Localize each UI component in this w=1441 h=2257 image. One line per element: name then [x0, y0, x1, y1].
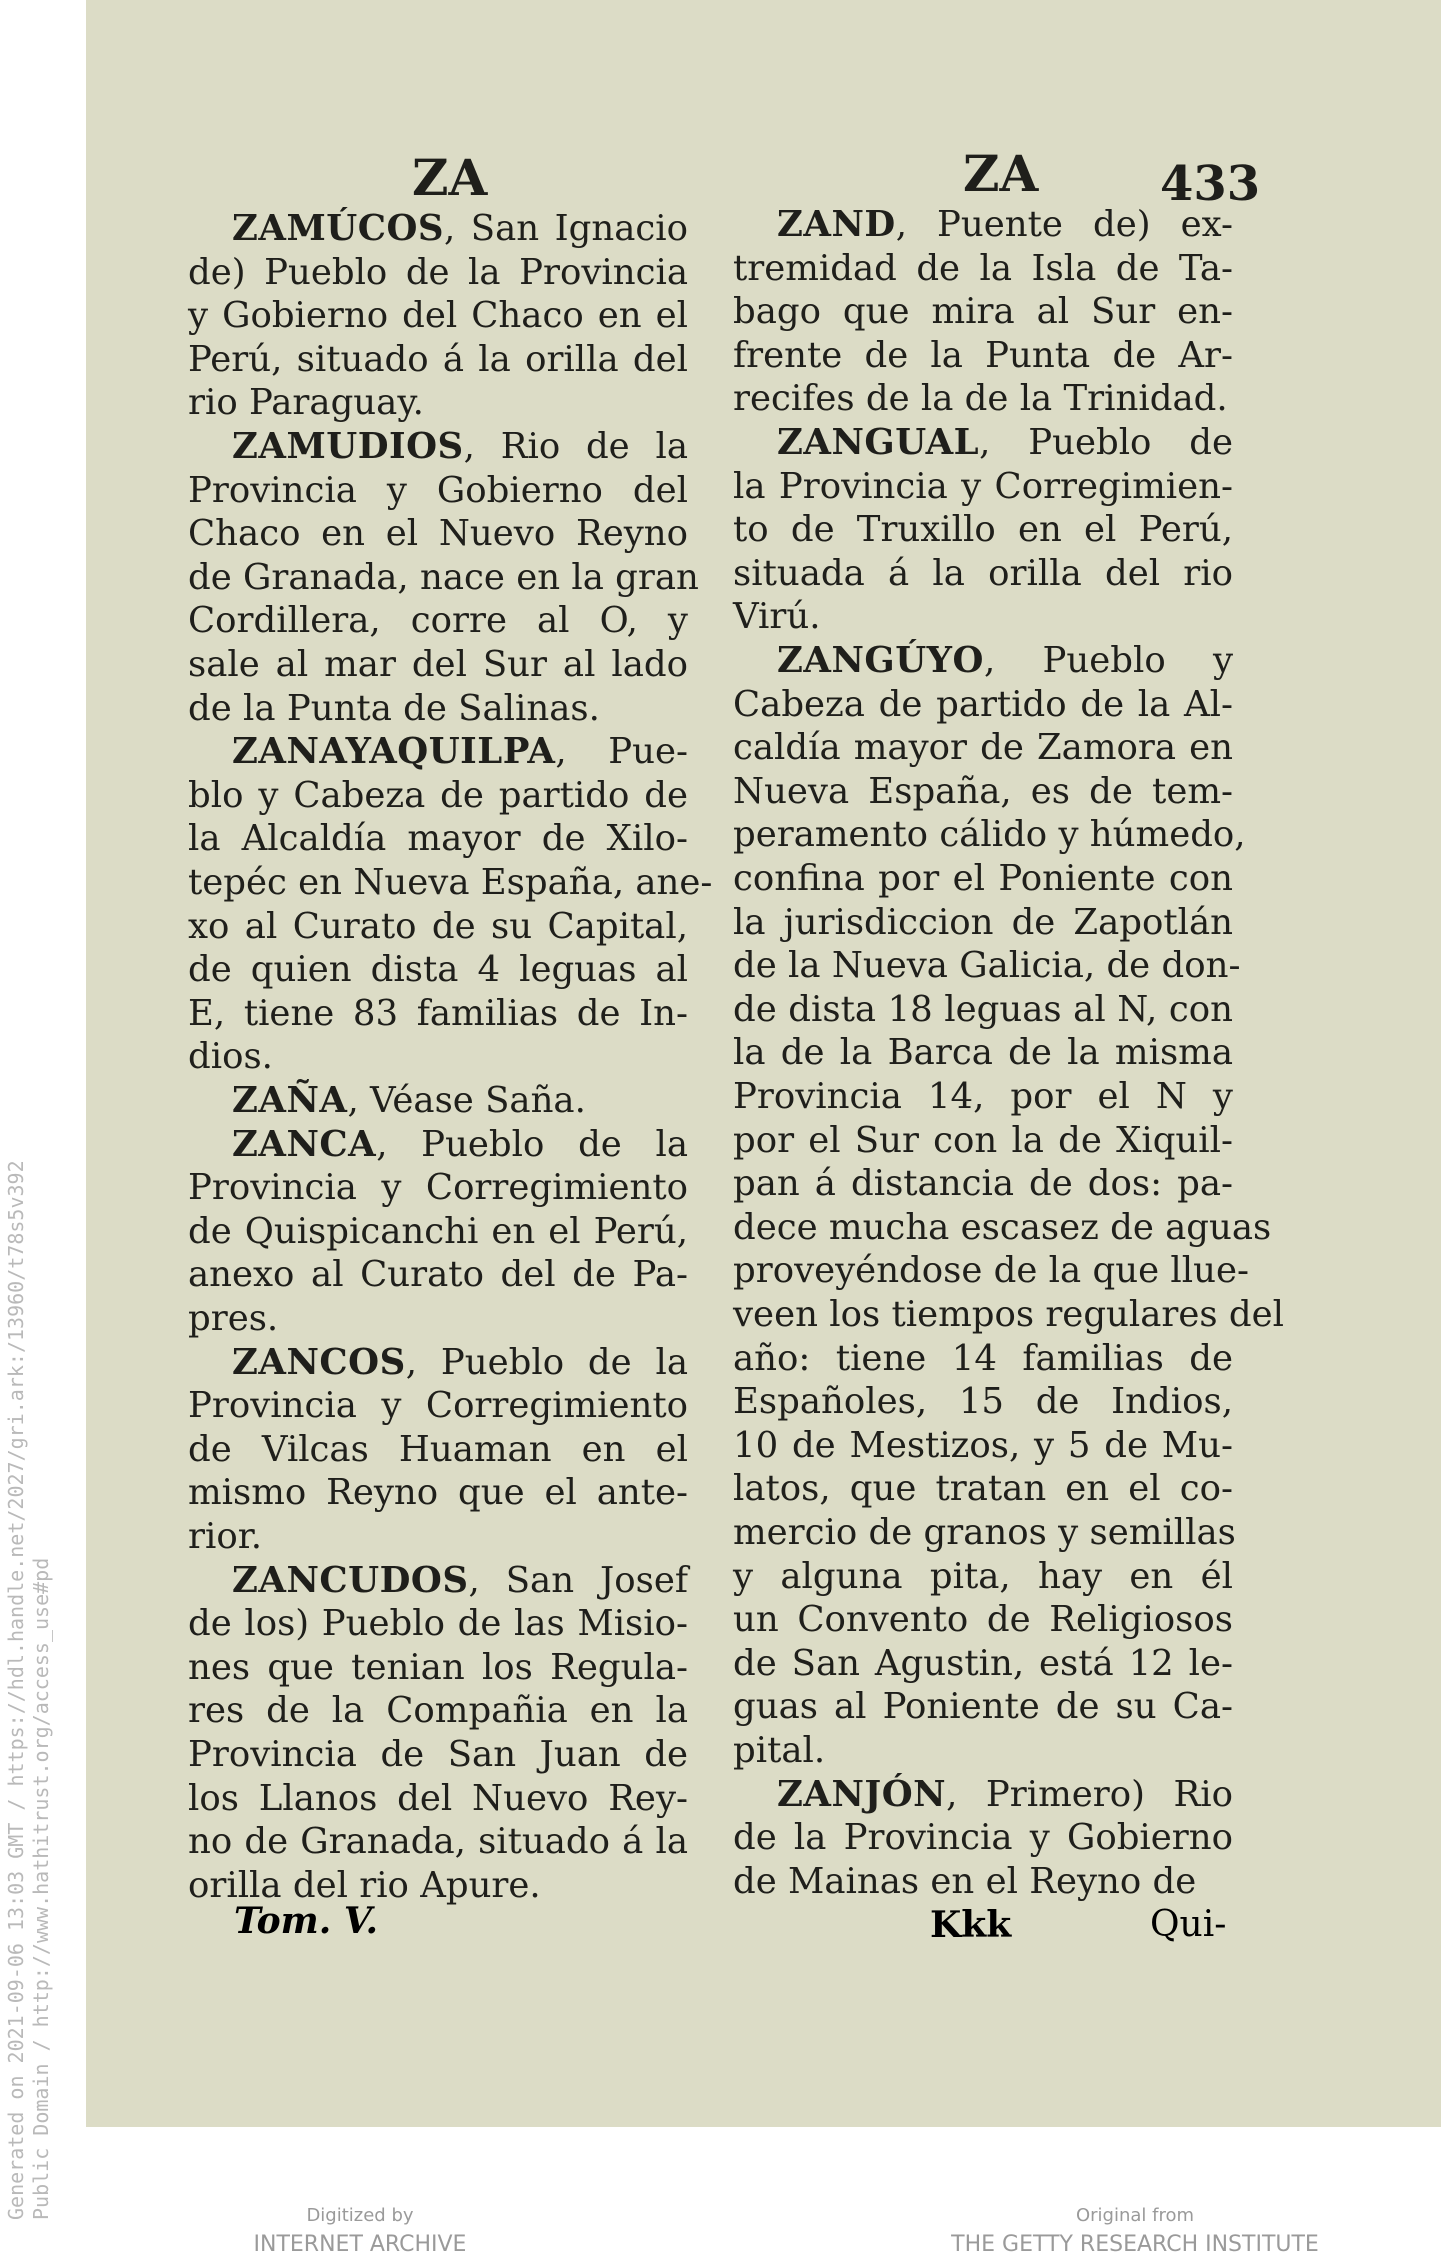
entry-text: , San Josef — [468, 1559, 688, 1601]
original-source: THE GETTY RESEARCH INSTITUTE — [951, 2232, 1319, 2257]
text-line: frente de la Punta de Ar- — [733, 334, 1233, 376]
text-line: Provincia y Gobierno del — [188, 469, 688, 511]
text-line: Perú, situado á la orilla del — [188, 338, 688, 380]
text-line: bago que mira al Sur en- — [733, 291, 1233, 333]
text-line: tremidad de la Isla de Ta- — [733, 247, 1233, 289]
text-line: recifes de la de la Trinidad. — [733, 378, 1228, 420]
entry-text: , Pueblo y — [983, 640, 1233, 681]
entry-headword: ZANCUDOS — [232, 1559, 469, 1601]
text-line: los Llanos del Nuevo Rey- — [188, 1777, 688, 1819]
entry-text: , San Ignacio — [444, 208, 688, 249]
entry-first-line — [188, 730, 688, 774]
entry-first-line — [188, 1341, 688, 1385]
text-line: confina por el Poniente con — [733, 858, 1233, 899]
entry-headword: ZAMUDIOS — [232, 426, 464, 467]
text-line: E, tiene 83 familias de In- — [188, 992, 688, 1034]
text-line: peramento cálido y húmedo, — [733, 814, 1246, 856]
entry-text: , Pue- — [555, 731, 688, 773]
text-line: de San Agustin, está 12 le- — [733, 1642, 1233, 1684]
text-line: proveyéndose de la que llue- — [733, 1250, 1249, 1292]
text-line: nes que tenian los Regula- — [188, 1646, 688, 1688]
text-line: dios. — [188, 1036, 273, 1078]
entry-headword: ZANJÓN — [777, 1773, 947, 1815]
entry-first-line — [188, 1123, 688, 1167]
text-line: Nueva España, es de tem- — [733, 770, 1233, 812]
entry-headword: ZANAYAQUILPA — [232, 731, 556, 773]
watermark-line-1: Generated on 2021-09-06 13:03 GMT / https://hdl.handle.net/2027/gri.ark:/13960/t78s5v392 — [4, 1160, 28, 2220]
text-line: de Mainas en el Reyno de — [733, 1860, 1197, 1902]
digitized-by-credit — [220, 2205, 500, 2257]
text-line: situada á la orilla del rio — [733, 552, 1233, 594]
entry-headword: ZAMÚCOS — [232, 208, 445, 249]
text-line: año: tiene 14 familias de — [733, 1337, 1233, 1379]
entry-first-line — [188, 425, 688, 469]
text-line: orilla del rio Apure. — [188, 1864, 541, 1906]
text-line: Provincia y Corregimiento — [188, 1167, 688, 1209]
text-line: caldía mayor de Zamora en — [733, 727, 1233, 769]
text-line: la de la Barca de la misma — [733, 1032, 1233, 1074]
entry-text: , Primero) Rio — [946, 1773, 1233, 1815]
catchword: Qui- — [1150, 1904, 1227, 1945]
text-line: blo y Cabeza de partido de — [188, 774, 688, 816]
text-line: de la Nueva Galicia, de don- — [733, 945, 1241, 987]
text-line: de dista 18 leguas al N, con — [733, 988, 1233, 1030]
entry-first-line — [188, 1559, 688, 1603]
entry-text: , Pueblo de la — [405, 1341, 688, 1383]
text-line: Cordillera, corre al O, y — [188, 600, 688, 642]
watermark-line-2: Public Domain / http://www.hathitrust.org/access_use#pd — [29, 1557, 53, 2220]
entry-headword: ZAND — [777, 204, 896, 245]
text-line: mercio de granos y semillas — [733, 1512, 1236, 1553]
text-line: Cabeza de partido de la Al- — [733, 683, 1233, 725]
text-line: de Granada, nace en la gran — [188, 556, 699, 598]
entry-text: , Rio de la — [463, 426, 688, 467]
text-line: pan á distancia de dos: pa- — [733, 1163, 1233, 1205]
text-line: xo al Curato de su Capital, — [188, 905, 688, 947]
text-line: la Provincia y Corregimien- — [733, 465, 1233, 507]
entry-first-line — [188, 207, 688, 251]
text-line: y alguna pita, hay en él — [733, 1555, 1233, 1597]
digitized-source: INTERNET ARCHIVE — [253, 2232, 467, 2257]
entry-first-line — [733, 203, 1233, 247]
text-line: to de Truxillo en el Perú, — [733, 509, 1233, 551]
entry-first-line — [733, 1773, 1233, 1817]
signature-mark: Kkk — [930, 1904, 1012, 1946]
text-line: Provincia y Corregimiento — [188, 1385, 688, 1427]
text-line: no de Granada, situado á la — [188, 1821, 688, 1863]
text-line: de los) Pueblo de las Misio- — [188, 1603, 688, 1645]
original-from-credit — [880, 2205, 1390, 2257]
text-line: la jurisdiccion de Zapotlán — [733, 901, 1233, 943]
text-line: veen los tiempos regulares del — [733, 1294, 1284, 1335]
digitized-label: Digitized by — [306, 2205, 414, 2226]
running-header-right: ZA — [963, 144, 1039, 203]
text-line: por el Sur con la de Xiquil- — [733, 1119, 1233, 1161]
text-line: mismo Reyno que el ante- — [188, 1472, 688, 1514]
entry-text: , Véase Saña. — [347, 1080, 586, 1121]
text-line: de la Provincia y Gobierno — [733, 1817, 1233, 1859]
entry-headword: ZANGÚYO — [777, 640, 984, 681]
entry-headword: ZAÑA — [232, 1080, 348, 1121]
text-line: anexo al Curato del de Pa- — [188, 1254, 688, 1296]
entry-headword: ZANGUAL — [777, 422, 980, 463]
text-line: Provincia de San Juan de — [188, 1734, 688, 1775]
text-line: dece mucha escasez de aguas — [733, 1206, 1272, 1248]
text-line: y Gobierno del Chaco en el — [188, 295, 688, 337]
text-line: sale al mar del Sur al lado — [188, 644, 688, 685]
running-header-left: ZA — [412, 148, 488, 207]
text-line: la Alcaldía mayor de Xilo- — [188, 818, 688, 860]
text-line: latos, que tratan en el co- — [733, 1468, 1233, 1510]
text-line: rior. — [188, 1516, 263, 1557]
text-line: pital. — [733, 1730, 826, 1771]
text-line: tepéc en Nueva España, ane- — [188, 862, 713, 903]
text-line: guas al Poniente de su Ca- — [733, 1686, 1233, 1728]
text-line: de Vilcas Huaman en el — [188, 1428, 688, 1470]
entry-headword: ZANCOS — [232, 1341, 406, 1383]
text-line: res de la Compañia en la — [188, 1690, 688, 1732]
access-watermark — [4, 1160, 54, 2220]
tome-mark: Tom. V. — [234, 1900, 378, 1942]
text-line: de quien dista 4 leguas al — [188, 949, 688, 991]
text-line: Virú. — [733, 596, 821, 638]
entry-first-line — [188, 1079, 688, 1123]
text-line: pres. — [188, 1298, 279, 1339]
entry-text: , Puente de) ex- — [895, 204, 1233, 245]
entry-text: , Pueblo de — [979, 422, 1233, 463]
original-label: Original from — [1075, 2205, 1195, 2226]
entry-headword: ZANCA — [232, 1123, 377, 1165]
text-line: de) Pueblo de la Provincia — [188, 251, 688, 293]
text-line: 10 de Mestizos, y 5 de Mu- — [733, 1424, 1233, 1466]
text-line: un Convento de Religiosos — [733, 1599, 1233, 1641]
text-line: rio Paraguay. — [188, 382, 424, 424]
entry-first-line — [733, 639, 1233, 683]
text-line: Españoles, 15 de Indios, — [733, 1381, 1233, 1423]
text-line: de Quispicanchi en el Perú, — [188, 1210, 688, 1252]
entry-text: , Pueblo de la — [376, 1123, 688, 1165]
page-number: 433 — [1160, 156, 1261, 212]
text-line: Chaco en el Nuevo Reyno — [188, 513, 688, 555]
entry-first-line — [733, 421, 1233, 465]
text-line: de la Punta de Salinas. — [188, 687, 600, 729]
text-line: Provincia 14, por el N y — [733, 1076, 1233, 1117]
